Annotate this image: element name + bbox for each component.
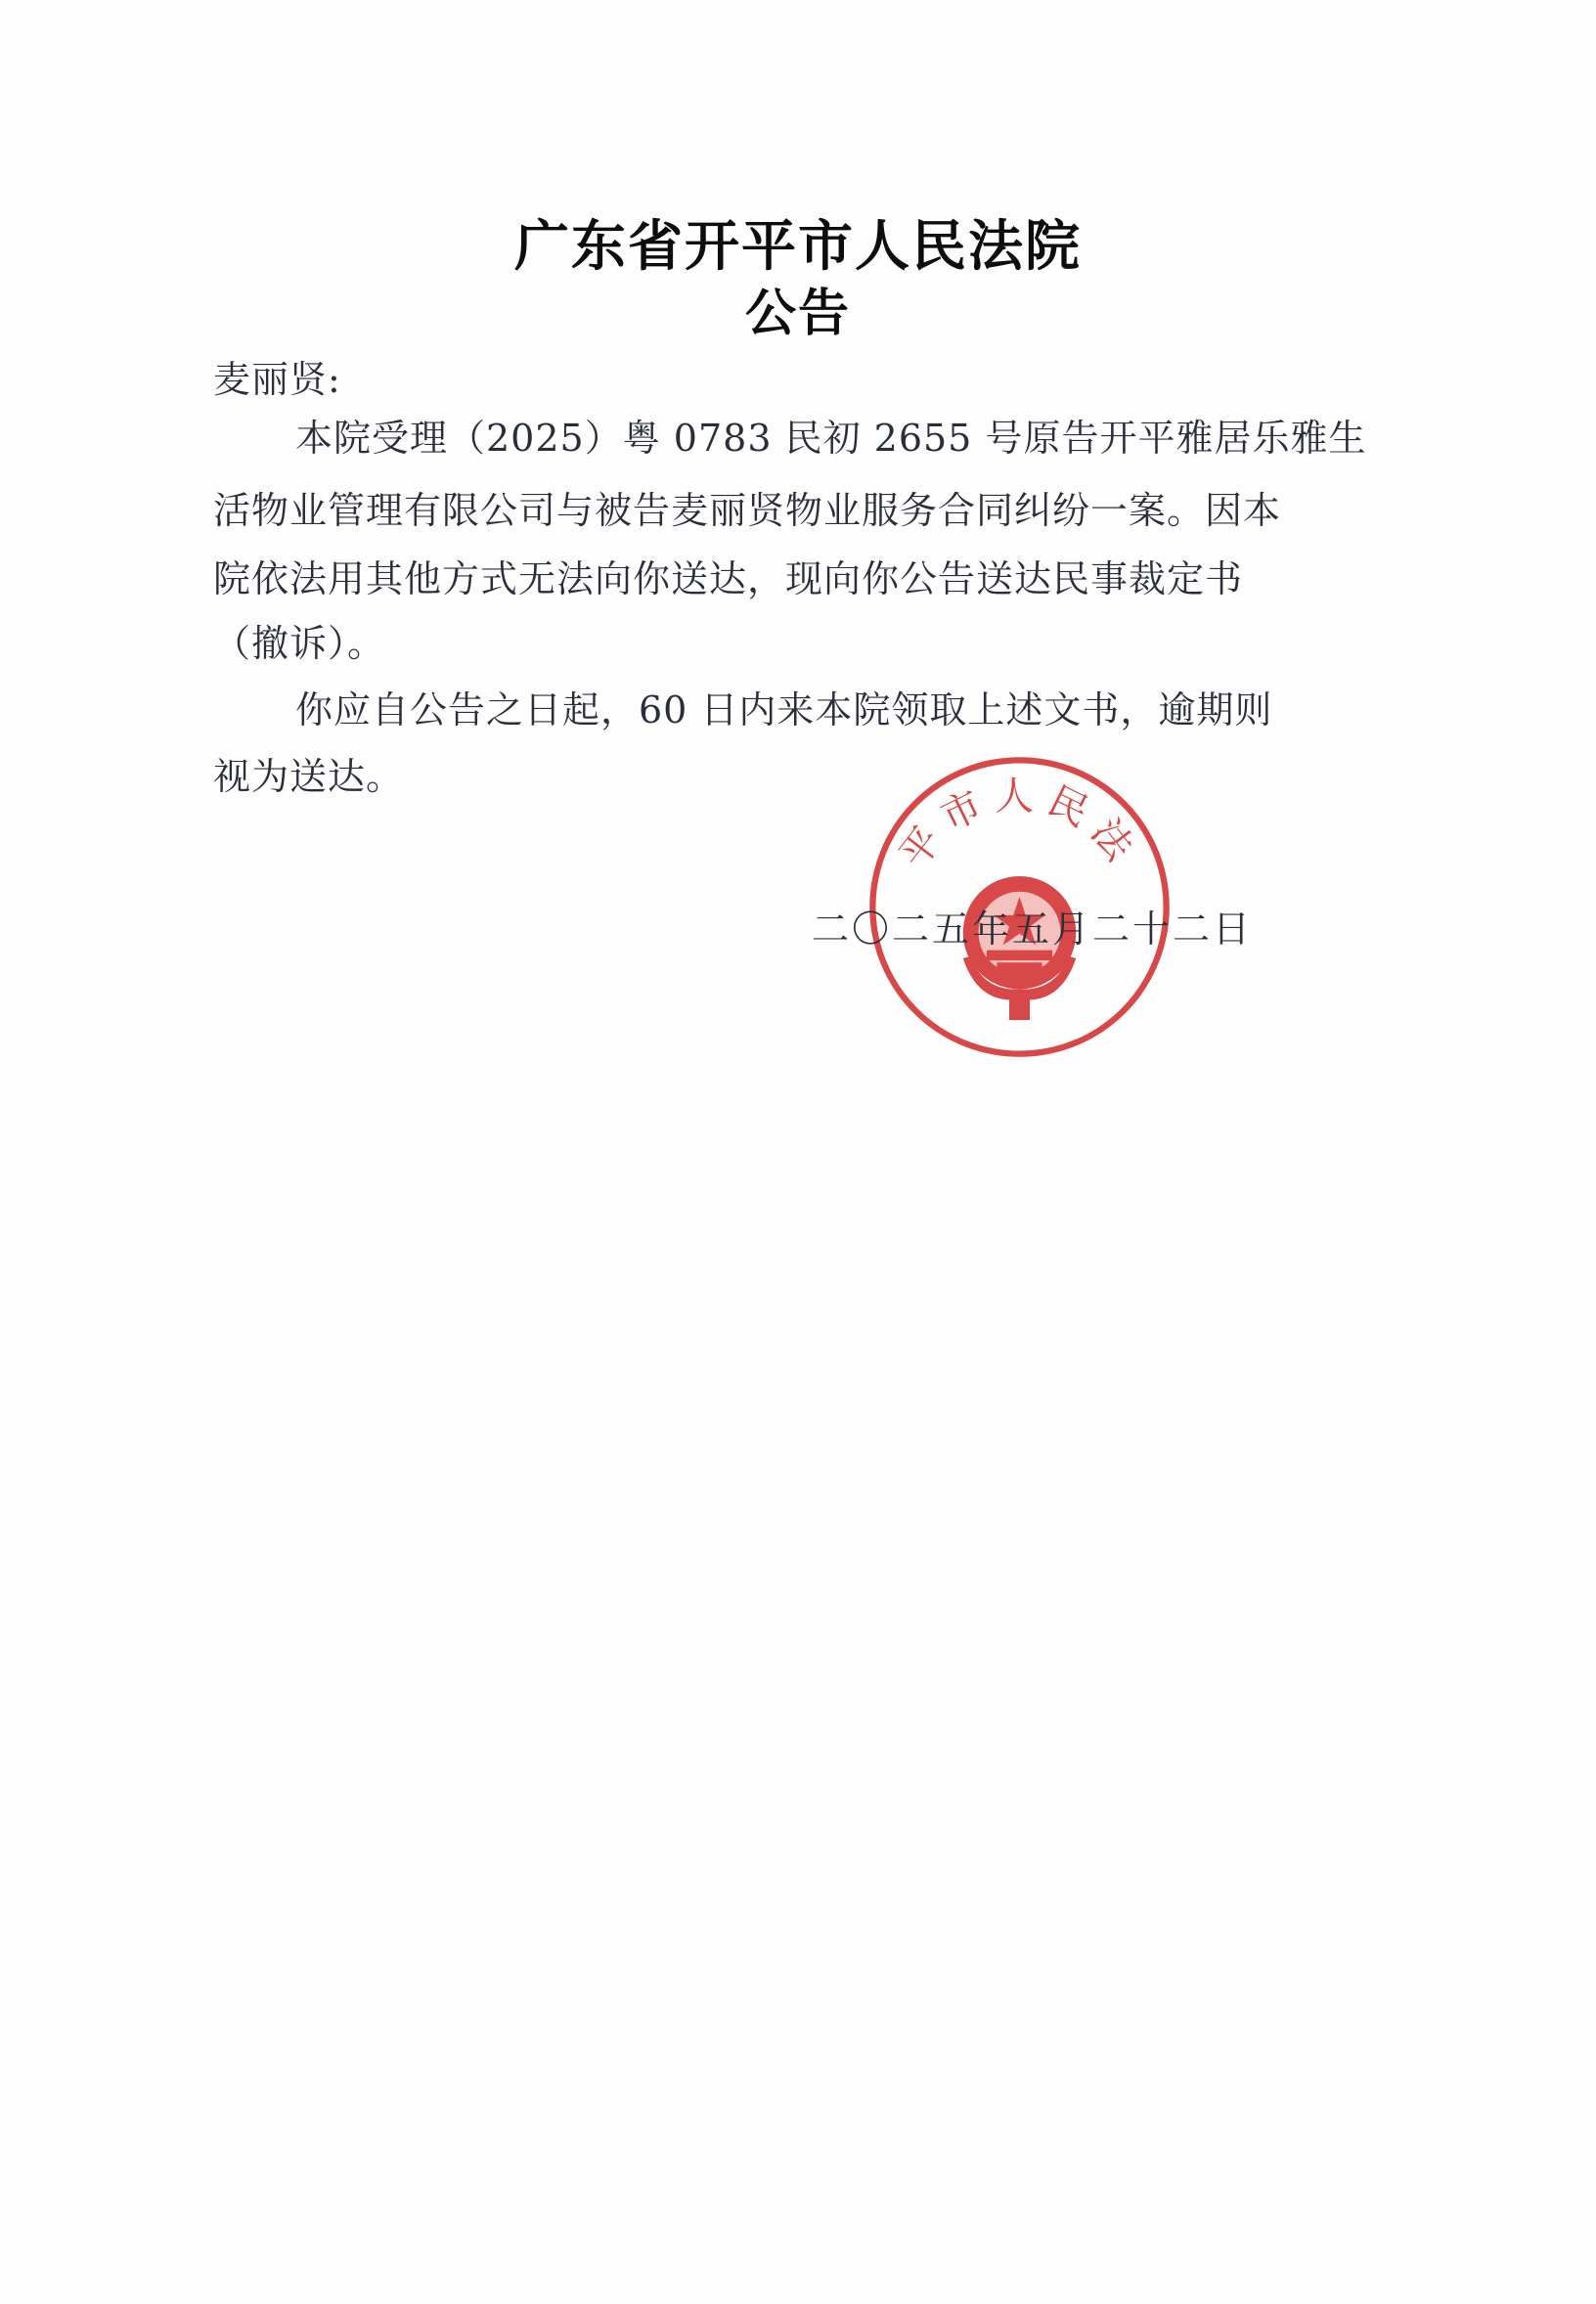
notice-title: 公告 [744, 285, 851, 343]
paragraph1-line3: 院依法用其他方式无法向你送达，现向你公告送达民事裁定书 [213, 557, 1244, 600]
paragraph1-line1: 本院受理（2025）粤 0783 民初 2655 号原告开平雅居乐雅生 [295, 417, 1367, 460]
paragraph1-line2: 活物业管理有限公司与被告麦丽贤物业服务合同纠纷一案。因本 [213, 489, 1282, 532]
paragraph2-line1: 你应自公告之日起，60 日内来本院领取上述文书，逾期则 [295, 688, 1273, 731]
svg-text:平市人民法: 平市人民法 [891, 774, 1148, 877]
court-name-title: 广东省开平市人民法院 [514, 215, 1082, 279]
paragraph1-line4: （撤诉）。 [213, 622, 386, 665]
paragraph2-line2: 视为送达。 [213, 755, 405, 798]
addressee: 麦丽贤: [213, 358, 341, 401]
issue-date: 二〇二五年五月二十二日 [812, 908, 1254, 951]
